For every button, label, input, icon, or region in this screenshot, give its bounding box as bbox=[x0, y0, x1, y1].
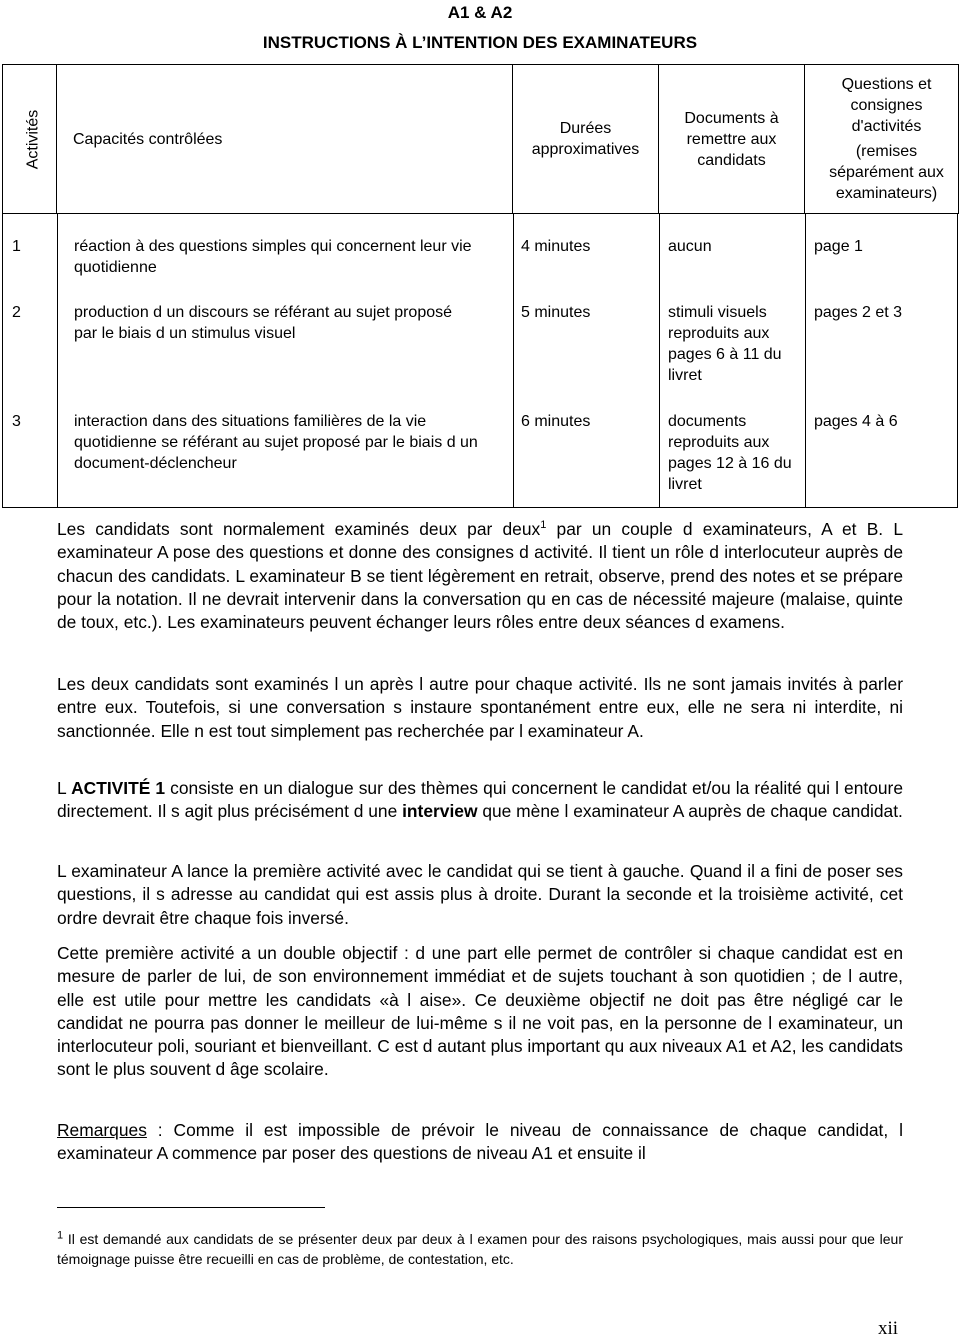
activity-1-label: ACTIVITÉ 1 bbox=[71, 778, 166, 798]
table-header-row bbox=[3, 65, 959, 214]
header-durees: Durées approximatives bbox=[513, 65, 659, 214]
row-3-questions: pages 4 à 6 bbox=[814, 413, 898, 430]
paragraph-remarques: Remarques : Comme il est impossible de prévoir le niveau de connaissance de chaque candidat, l examinateur A commence par poser des questions de niveau A1 et ensuite il bbox=[57, 1120, 903, 1164]
row-1-duree: 4 minutes bbox=[521, 238, 591, 255]
row-1-questions: page 1 bbox=[814, 238, 863, 255]
header-capacites: Capacités contrôlées bbox=[57, 65, 513, 214]
row-2-documents: stimuli visuels reproduits aux pages 6 à 11 du livret bbox=[668, 304, 782, 384]
header-questions-note: (remises séparément aux examinateurs) bbox=[829, 143, 944, 202]
footnote-ref[interactable]: 1 bbox=[540, 519, 547, 532]
row-3-documents: documents reproduits aux pages 12 à 16 du livret bbox=[668, 413, 792, 493]
footnote bbox=[57, 1229, 903, 1269]
row-3-duree: 6 minutes bbox=[521, 413, 591, 430]
row-1-capacite: réaction à des questions simples qui concernent leur vie quotidienne bbox=[74, 238, 472, 276]
remarques-label: Remarques bbox=[57, 1120, 147, 1140]
paragraph-1: Les candidats sont normalement examinés deux par deux$^1$ par un couple d examinateurs, A et B. L examinateur A pose des questions et donne des consignes d activité. Il tient un rôle d interlocuteur auprès de chacun des candidats. L examinateur B se tient légèrement en retrait, observe, prend des notes et se prépare pour la notation. Il ne devrait intervenir dans la conversation qu en cas de nécessité majeure (malaise, quinte de toux, etc.). Les examinateurs peuvent échanger leurs rôles entre deux séances d examens. bbox=[57, 519, 903, 633]
interview-label: interview bbox=[402, 801, 478, 822]
page-title: INSTRUCTIONS À L’INTENTION DES EXAMINATEURS bbox=[262, 33, 698, 52]
footnote-mark: 1 bbox=[57, 1229, 64, 1242]
paragraph-2: Les deux candidats sont examinés l un après l autre pour chaque activité. Ils ne sont jamais invités à parler entre eux. Toutefois, si une conversation s instaure spontanément entre eux, elle ne sera ni interdite, ni sanctionnée. Elle n est tout simplement pas recherchée par l examinateur A. bbox=[57, 674, 903, 741]
header-questions-main: Questions et consignes d'activités bbox=[841, 76, 932, 135]
paragraph-3: L ACTIVITÉ 1 consiste en un dialogue sur des thèmes qui concernent le candidat et/ou la réalité qui l entoure directement. Il s agit plus précisément d une interview que mène l examinateur A auprès de chaque candidat. bbox=[57, 778, 904, 822]
level-heading: A1 & A2 bbox=[447, 3, 513, 22]
row-2-duree: 5 minutes bbox=[521, 304, 591, 321]
row-1-documents: aucun bbox=[668, 238, 712, 255]
page-number: xii bbox=[878, 1318, 899, 1339]
row-2-capacite: production d un discours se référant au sujet proposé par le biais d un stimulus visuel bbox=[74, 304, 453, 342]
footnote-separator bbox=[57, 1207, 325, 1208]
paragraph-5: Cette première activité a un double objectif : d une part elle permet de contrôler si chaque candidat est en mesure de parler de lui, de son environnement immédiat et de sujets touchant à son quotidien ; de l autre, elle est utile pour mettre les candidats «à l aise». Ce deuxième objectif ne doit pas être négligé car le candidat ne pourra pas donner le meilleur de lui-même s il ne voit pas, en la personne de l examinateur, un interlocuteur poli, souriant et bienveillant. C est d autant plus important qu aux niveaux A1 et A2, les candidats sont le plus souvent d âge scolaire. bbox=[57, 943, 903, 1080]
row-3-number: 3 bbox=[12, 413, 21, 430]
paragraph-4: L examinateur A lance la première activité avec le candidat qui se tient à gauche. Quand il a fini de poser ses questions, il s adresse au candidat qui est assis plus à droite. Durant la seconde et la troisième activité, cet ordre devrait être chaque fois inversé. bbox=[57, 861, 903, 928]
row-2-questions: pages 2 et 3 bbox=[814, 304, 903, 321]
footnote-text: Il est demandé aux candidats de se présenter deux par deux à l examen pour des raisons psychologiques, mais aussi pour que leur témoignage puisse être recueilli en cas de problème, de contestation, etc. bbox=[57, 1231, 903, 1267]
activities-table bbox=[2, 64, 959, 214]
row-3-capacite: interaction dans des situations familières de la vie quotidienne se référant au sujet proposé par le biais d un document-déclencheur bbox=[74, 413, 478, 472]
row-2-number: 2 bbox=[12, 304, 21, 321]
table-body bbox=[2, 213, 958, 508]
header-activites: Activités bbox=[3, 65, 57, 214]
row-1-number: 1 bbox=[12, 238, 21, 255]
header-questions bbox=[805, 65, 959, 214]
header-documents: Documents à remettre aux candidats bbox=[659, 65, 805, 214]
